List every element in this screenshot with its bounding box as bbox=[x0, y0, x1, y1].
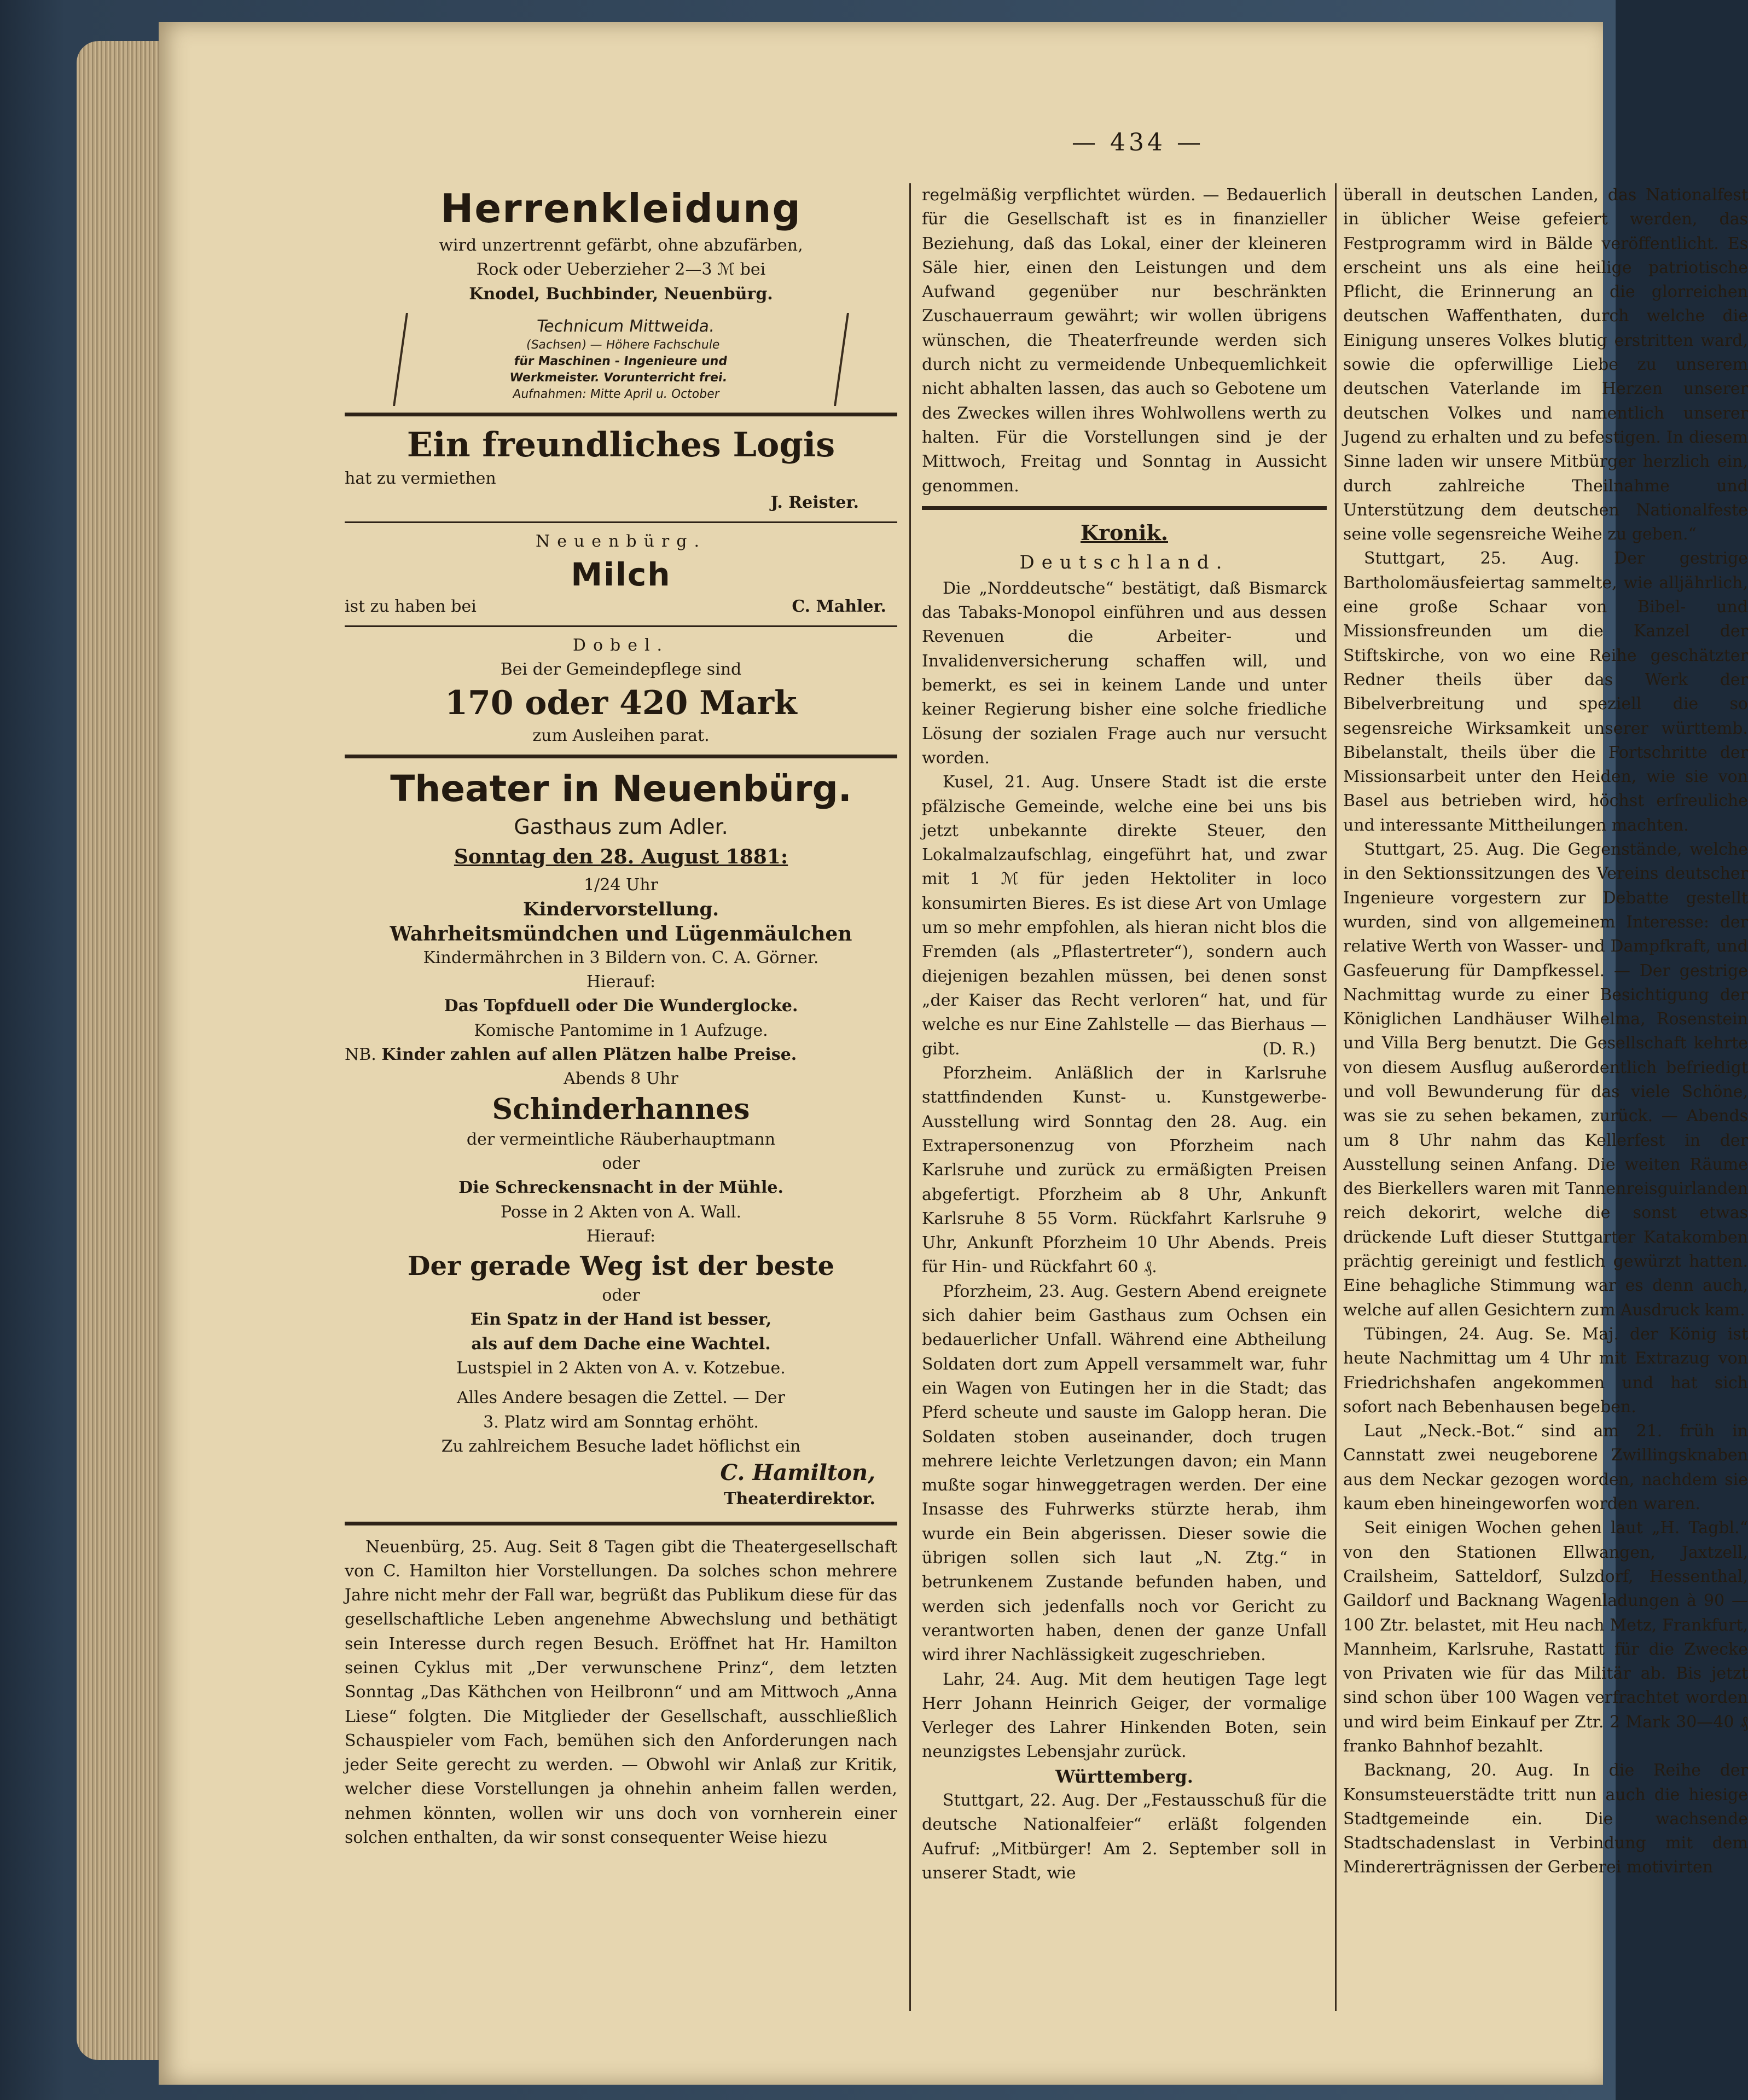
ad-milch bbox=[345, 530, 897, 619]
ad-line: wird unzertrennt gefärbt, ohne abzufärben, bbox=[439, 236, 803, 255]
column-news-2 bbox=[1343, 183, 1748, 1880]
theater-signer: C. Hamilton, bbox=[720, 1460, 875, 1486]
theater-play-desc: Komische Pantomime in 1 Aufzuge. bbox=[474, 1020, 768, 1040]
theater-play: Schinderhannes bbox=[492, 1092, 750, 1126]
divider bbox=[345, 521, 897, 523]
ad-signer: J. Reister. bbox=[770, 493, 859, 513]
theater-oder: oder bbox=[602, 1286, 640, 1306]
column-news-1 bbox=[922, 183, 1327, 1886]
theater-venue: Gasthaus zum Adler. bbox=[514, 814, 728, 839]
article-pforzheim-1: Pforzheim. Anläßlich der in Karlsruhe stattfindenden Kunst- u. Kunstgewerbe-Ausstellung wird Sonntag den 28. Aug. ein Extrapersonenzug von Pforzheim nach Karlsruhe und zurück zu ermäßigten Preisen abgefertigt. Pforzheim ab 8 Uhr, Ankunft Karlsruhe 8 55 Vorm. Rückfahrt Karlsruhe 9 Uhr, Ankunft Pforzheim 10 Uhr Abends. Preis für Hin- und Rückfahrt 60 ₰. bbox=[922, 1064, 1327, 1277]
divider bbox=[345, 755, 897, 758]
theater-hierauf: Hierauf: bbox=[586, 1226, 656, 1246]
ad-title: Technicum Mittweida. bbox=[535, 316, 716, 336]
theater-nb bbox=[345, 1043, 897, 1067]
theater-play-desc: Kindermährchen in 3 Bildern von. C. A. Görner. bbox=[423, 948, 819, 967]
section-heading-deutschland: Deutschland. bbox=[1019, 551, 1229, 573]
ad-herrenkleidung bbox=[345, 183, 897, 306]
ad-line bbox=[345, 595, 897, 619]
article-neuenbuerg-theater: Neuenbürg, 25. Aug. Seit 8 Tagen gibt die Theatergesellschaft von C. Hamilton hier Vorstellungen. Da solches schon mehrere Jahre nicht mehr der Fall war, begrüßt das Publikum diese für das gesellschaftliche Leben angenehme Abwechslung und bethätigt sein Interesse durch regen Besuch. Eröffnet hat Hr. Hamilton seinen Cyklus mit „Der verwunschene Prinz“, dem letzten Sonntag „Das Käthchen von Heilbronn“ und am Mittwoch „Anna Liese“ folgten. Die Mitglieder der Gesellschaft, ausschließlich Schauspieler vom Fach, bemühen sich den Anforderungen nach jeder Seite gerecht zu werden. — Obwohl wir Anlaß zur Kritik, welcher diese Vorstellungen ja ohnehin anheim fallen werden, nehmen könnten, wollen wir uns doch von vornherein einer solchen enthalten, da wir sonst consequenter Weise hiezu bbox=[345, 1537, 897, 1848]
theater-time: Abends 8 Uhr bbox=[564, 1069, 678, 1089]
nb-label: NB. bbox=[345, 1045, 376, 1065]
article-lahr: Lahr, 24. Aug. Mit dem heutigen Tage legt Herr Johann Heinrich Geiger, der vormalige Verleger des Lahrer Hinkenden Boten, sein neunzigstes Lebensjahr zurück. bbox=[922, 1669, 1327, 1762]
theater-play: Wahrheitsmündchen und Lügenmäulchen bbox=[390, 922, 852, 945]
page-number: — 434 — bbox=[1072, 129, 1204, 156]
theater-play-desc: der vermeintliche Räuberhauptmann bbox=[466, 1129, 776, 1149]
theater-closing: Alles Andere besagen die Zettel. — Der bbox=[456, 1388, 786, 1408]
ad-line: Werkmeister. Vorunterricht frei. bbox=[508, 370, 728, 385]
ad-place: Dobel. bbox=[572, 636, 670, 655]
article-kusel: Kusel, 21. Aug. Unsere Stadt ist die erste pfälzische Gemeinde, welche eine bei uns bis jetzt unbekannte direkte Steuer, den Lokalmalzaufschlag, eingeführt hat, und zwar mit 1 ℳ für jeden Hektoliter in loco konsumirten Bieres. Es ist diese Art von Umlage um so mehr empfohlen, als hieran nicht blos die Fremden (als „Pflastertreter“), sondern auch diejenigen bezahlen müssen, bei denen sonst „der Kaiser das Recht verloren“ hat, und für welche es nur Eine Zahlstelle — das Bierhaus — gibt. bbox=[922, 773, 1327, 1059]
article-paragraph: Die „Norddeutsche“ bestätigt, daß Bismarck das Tabaks-Monopol einführen und aus dessen Revenuen die Arbeiter- und Invalidenversicherung schaffen will, und bemerkt, es sei in keinem Lande und unter keiner Regierung bisher eine solche friedliche Lösung der sozialen Frage auch nur versucht worden. bbox=[922, 578, 1327, 768]
theater-closing: Zu zahlreichem Besuche ladet höflichst ein bbox=[441, 1436, 801, 1456]
ad-line: (Sachsen) — Höhere Fachschule bbox=[525, 338, 721, 352]
article-source: (D. R.) bbox=[1262, 1039, 1316, 1059]
ad-logis bbox=[345, 423, 897, 515]
section-heading-wuerttemberg: Württemberg. bbox=[1055, 1766, 1193, 1787]
article-continuation: überall in deutschen Landen, das Nationalfest in üblicher Weise gefeiert werden, das Festprogramm wird in Bälde veröffentlicht. Es erscheint uns als eine heilige patriotische Pflicht, die Erinnerung an die glorreichen deutschen Waffenthaten, durch welche die Einigung unseres Volkes blutig erstritten ward, sowie die opferwillige Liebe zu unserem deutschen Vaterlande im Herzen unserer deutschen Volkes und namentlich unserer Jugend zu erhalten und zu befestigen. In diesem Sinne laden wir unsere Mitbürger herzlich ein, durch zahlreiche Theilnahme und Unterstützung dem deutschen Nationalfeste seine volle segensreiche Weihe zu geben.“ bbox=[1343, 185, 1748, 544]
ad-place: Neuenbürg. bbox=[535, 532, 706, 552]
section-heading-kronik: Kronik. bbox=[1080, 520, 1168, 545]
ad-title: Ein freundliches Logis bbox=[406, 424, 835, 465]
ad-text: ist zu haben bei bbox=[345, 596, 477, 616]
column-divider bbox=[1335, 183, 1337, 2011]
theater-kinder: Kindervorstellung. bbox=[522, 898, 719, 921]
ad-theater bbox=[345, 765, 897, 1512]
ad-line: Rock oder Ueberzieher 2—3 ℳ bei bbox=[476, 260, 766, 280]
article-backnang: Backnang, 20. Aug. In die Reihe der Konsumsteuerstädte tritt nun auch die hiesige Stadtgemeinde ein. Die wachsende Stadtschadenslast in Verbindung mit dem Mindererträgnissen der Gerberei motivirten bbox=[1343, 1761, 1748, 1877]
newspaper-page bbox=[159, 22, 1748, 2085]
page-edges bbox=[77, 41, 164, 2060]
article-cannstatt: Laut „Neck.-Bot.“ sind am 21. früh in Cannstatt zwei neugeborene Zwillingsknaben aus dem Neckar gezogen worden, nachdem sie kaum eben hineingeworfen worden waren. bbox=[1343, 1422, 1748, 1514]
theater-hierauf: Hierauf: bbox=[586, 972, 656, 992]
article-continuation: regelmäßig verpflichtet würden. — Bedauerlich für die Gesellschaft ist es in finanzieller Beziehung, daß das Lokal, einer der kleineren Säle hier, einen den Leistungen und dem Aufwand gegenüber nur beschränkten Zuschauerraum gewährt; wir wollen übrigens wünschen, die Theaterfreunde werden sich durch nicht zu vermeidende Unbequemlichkeit nicht abhalten lassen, das auch so Gebotene um des Zweckes willen ihres Wohlwollens werth zu halten. Für die Vorstellungen sind je der Mittwoch, Freitag und Sonntag in Aussicht genommen. bbox=[922, 185, 1327, 496]
column-divider bbox=[909, 183, 911, 2011]
nb-text: Kinder zahlen auf allen Plätzen halbe Preise. bbox=[381, 1045, 797, 1065]
theater-play-desc: Posse in 2 Akten von A. Wall. bbox=[500, 1202, 742, 1222]
column-advertisements bbox=[345, 183, 897, 1850]
ad-line: hat zu vermiethen bbox=[345, 468, 496, 488]
divider bbox=[345, 1522, 897, 1525]
article-stuttgart-2: Stuttgart, 25. Aug. Der gestrige Bartholomäusfeiertag sammelte, wie alljährlich, eine große Schaar von Bibel- und Missionsfreunden um die Kanzel der Stiftskirche, von wo eine Reihe geschätzter Redner theils über das Werk der Bibelverbreitung und speziell die so segensreiche Wirksamkeit unserer württemb. Bibelanstalt, theils über die Fortschritte der Missionsarbeit unter den Heiden, wie sie von Basel aus betrieben wird, höchst erfreuliche und interessante Mittheilungen machten. bbox=[1343, 549, 1748, 835]
article-heu-transport: Seit einigen Wochen gehen laut „H. Tagbl.“ von den Stationen Ellwangen, Jaxtzell, Crailsheim, Satteldorf, Sulzdorf, Hessenthal, Gaildorf und Backnang Wagenladungen à 90 — 100 Ztr. belastet, mit Heu nach Metz, Frankfurt, Mannheim, Karlsruhe, Rastatt für die Zwecke von Privaten wie für das Militär ab. Bis jetzt sind schon über 100 Wagen verfrachtet worden und wird beim Einkauf per Ztr. 2 Mark 30—40 ₰ franko Bahnhof bezahlt. bbox=[1343, 1518, 1748, 1756]
theater-date: Sonntag den 28. August 1881: bbox=[454, 845, 788, 868]
ad-line: Knodel, Buchbinder, Neuenbürg. bbox=[469, 284, 773, 304]
theater-closing: 3. Platz wird am Sonntag erhöht. bbox=[483, 1412, 759, 1432]
article-stuttgart-1: Stuttgart, 22. Aug. Der „Festausschuß für die deutsche Nationalfeier“ erläßt folgenden Aufruf: „Mitbürger! Am 2. September soll in unserer Stadt, wie bbox=[922, 1791, 1327, 1883]
article-stuttgart-3: Stuttgart, 25. Aug. Die Gegenstände, welche in den Sektionssitzungen des Vereins deutscher Ingenieure vorgestern zur Debatte gestellt wurden, sind von allgemeinem Interesse: der relative Werth von Wasser- und Dampfkraft, und Gasfeuerung für Dampfkessel. — Der gestrige Nachmittag wurde zu einer Besichtigung der Königlichen Landhäuser Wilhelma, Rosenstein und Villa Berg benutzt. Die Gesellschaft kehrte von diesem Ausflug außerordentlich befriedigt und voll Bewunderung für das viele Schöne, was sie zu sehen bekamen, zurück. — Abends um 8 Uhr nahm das Kellerfest in der Ausstellung seinen Anfang. Die weiten Räume des Bierkellers waren mit Tannenreisguirlanden reich dekorirt, welche die sonst etwas drückende Luft dieser Stuttgarter Katakomben prächtig gereinigt und festlich gewürzt hatten. Eine behagliche Stimmung war es denn auch, welche auf allen Gesichtern zum Ausdruck kam. bbox=[1343, 840, 1748, 1320]
ad-line: zum Ausleihen parat. bbox=[532, 726, 710, 745]
theater-title: Theater in Neuenbürg. bbox=[390, 767, 852, 810]
theater-play-sub: als auf dem Dache eine Wachtel. bbox=[471, 1334, 771, 1354]
divider bbox=[345, 625, 897, 627]
theater-play: Das Topfduell oder Die Wunderglocke. bbox=[444, 996, 798, 1016]
ad-title: Milch bbox=[571, 555, 671, 593]
theater-play-sub: Die Schreckensnacht in der Mühle. bbox=[458, 1178, 783, 1198]
theater-play: Der gerade Weg ist der beste bbox=[407, 1251, 835, 1282]
ad-amount: 170 oder 420 Mark bbox=[445, 683, 797, 722]
ad-line: Aufnahmen: Mitte April u. October bbox=[512, 387, 721, 401]
ad-title: Herrenkleidung bbox=[440, 185, 802, 231]
article-pforzheim-2: Pforzheim, 23. Aug. Gestern Abend ereignete sich dahier beim Gasthaus zum Ochsen ein bedauerlicher Unfall. Während eine Abtheilung Soldaten dort zum Appell versammelt war, fuhr ein Wagen von Eutingen her in die Stadt; das Pferd scheute und sauste im Galopp heran. Die Soldaten stoben auseinander, doch trugen mehrere leichte Verletzungen davon; ein Mann mußte sogar hinweggetragen werden. Der eine Insasse des Fuhrwerks stürzte herab, ihm wurde ein Bein abgerissen. Dieser sowie die übrigen sollen sich laut „N. Ztg.“ in betrunkenem Zustande befunden haben, und werden sich jedenfalls noch vor Gericht zu verantworten haben, denen der ganze Unfall wird ihrer Nachlässigkeit zugeschrieben. bbox=[922, 1281, 1327, 1665]
theater-play-desc: Lustspiel in 2 Akten von A. v. Kotzebue. bbox=[456, 1359, 786, 1378]
article-tuebingen: Tübingen, 24. Aug. Se. Maj. der König ist heute Nachmittag um 4 Uhr mit Extrazug von Friedrichshafen angekommen und hat sich sofort nach Bebenhausen begeben. bbox=[1343, 1324, 1748, 1417]
ad-signer: C. Mahler. bbox=[792, 596, 886, 616]
theater-oder: oder bbox=[602, 1153, 640, 1173]
ad-technicum-mittweida bbox=[393, 313, 849, 406]
theater-signer-title: Theaterdirektor. bbox=[724, 1489, 875, 1509]
theater-play-sub: Ein Spatz in der Hand ist besser, bbox=[470, 1310, 772, 1330]
ad-line: Bei der Gemeindepflege sind bbox=[500, 660, 742, 680]
divider bbox=[345, 413, 897, 416]
divider bbox=[922, 506, 1327, 510]
ad-line: für Maschinen - Ingenieure und bbox=[513, 354, 728, 368]
ad-dobel bbox=[345, 634, 897, 748]
theater-time: 1/24 Uhr bbox=[584, 875, 658, 895]
